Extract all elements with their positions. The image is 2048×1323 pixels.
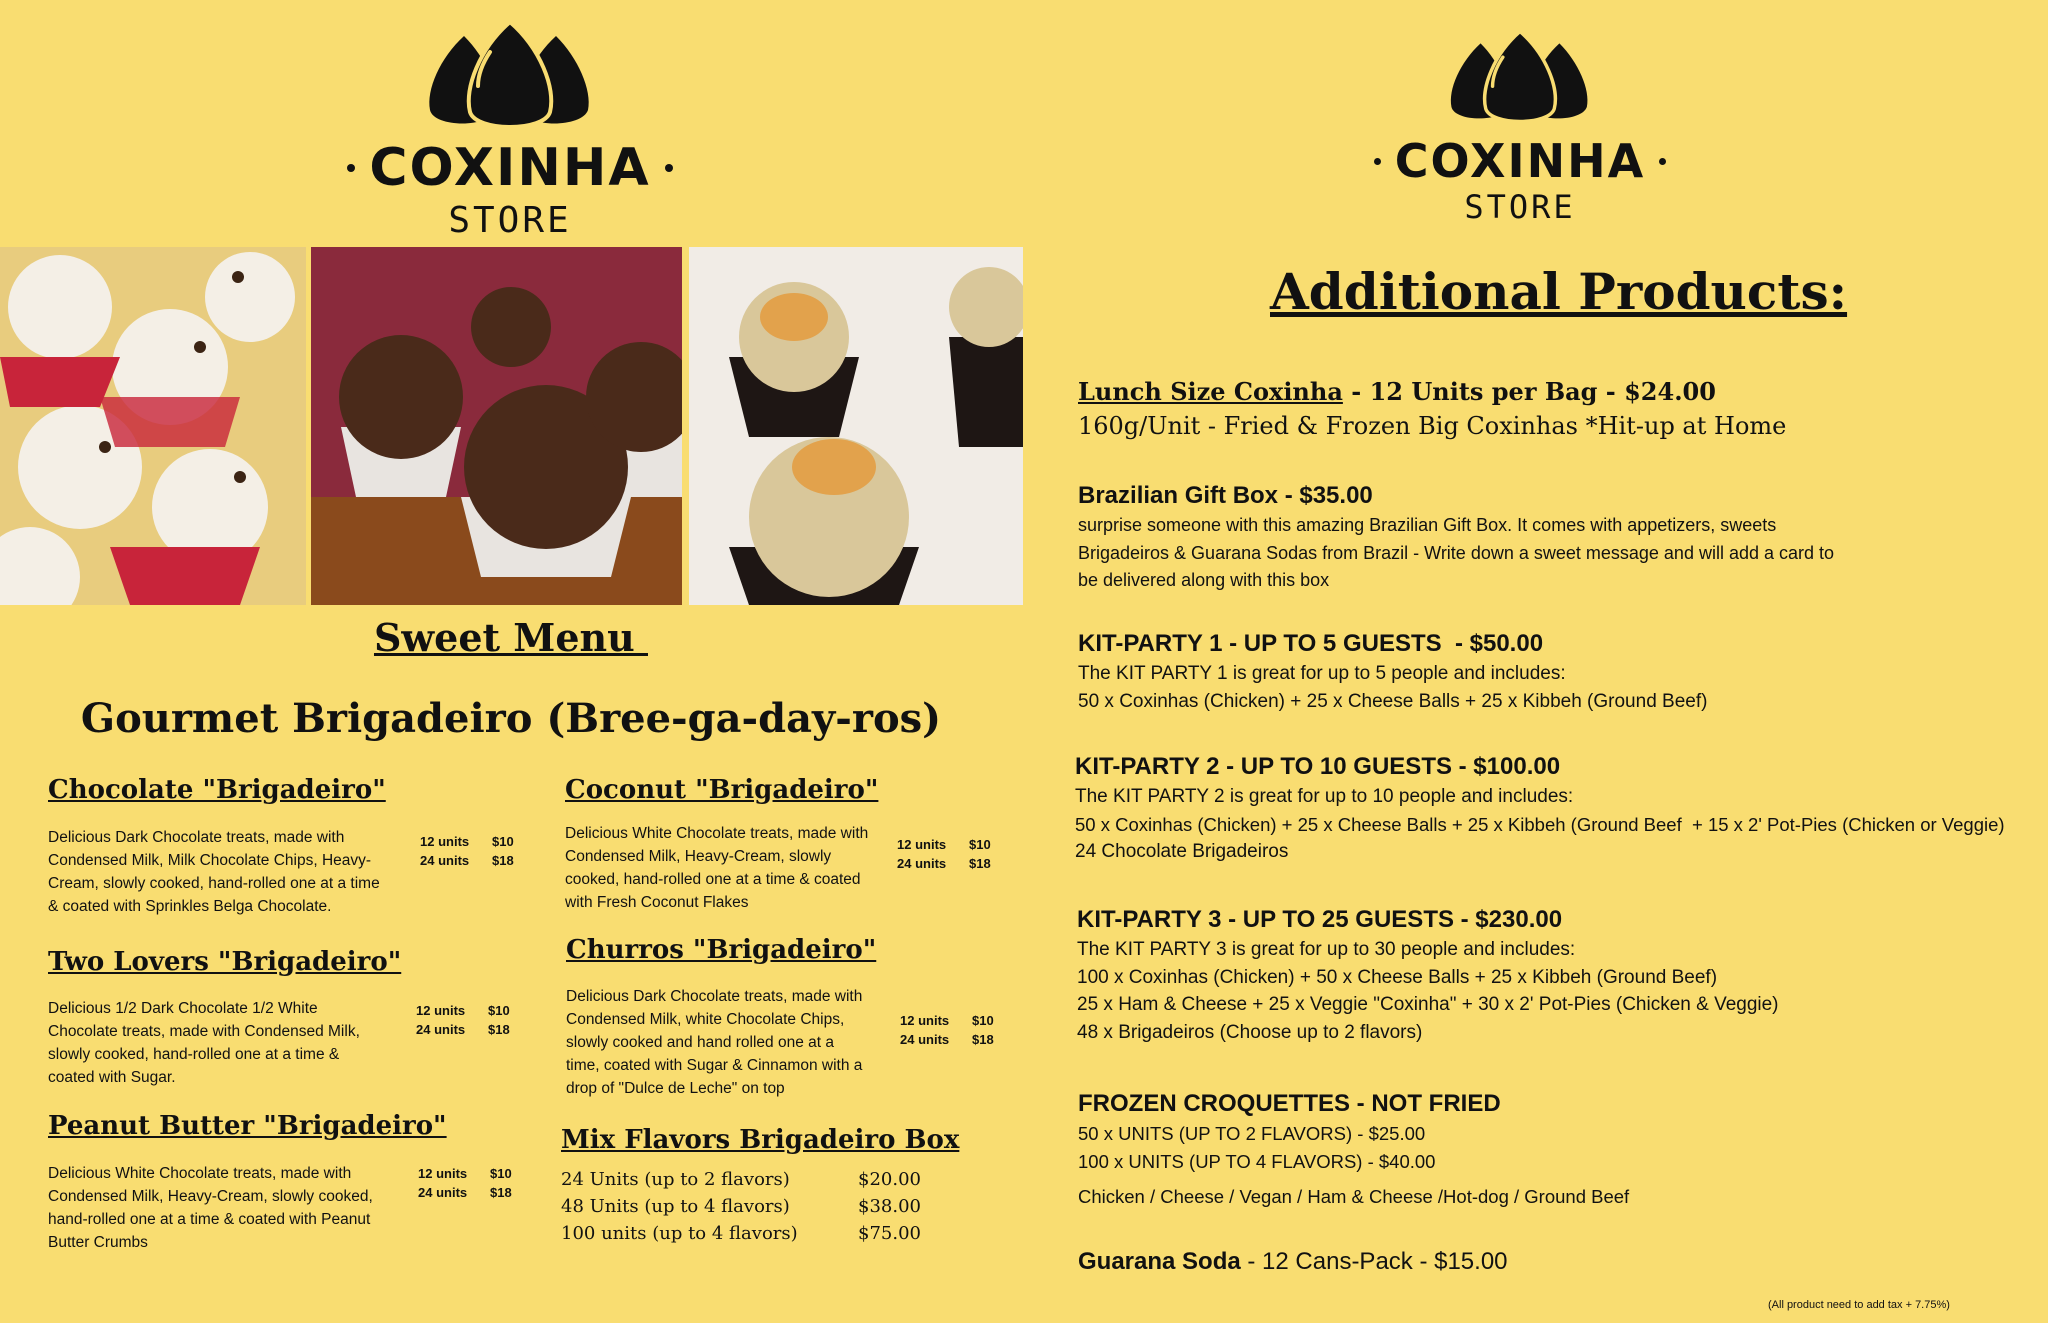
kit1-line: 50 x Coxinhas (Chicken) + 25 x Cheese Balls + 25 x Kibbeh (Ground Beef): [1078, 690, 1708, 712]
price-units: 12 units: [420, 834, 470, 849]
item-desc: Delicious 1/2 Dark Chocolate 1/2 White Chocolate treats, made with Condensed Milk, slowly cooked, hand-rolled one at a time & coated with Sugar.: [48, 1000, 360, 1086]
item-prices: [897, 835, 991, 873]
lunch-coxinha: [1078, 377, 1786, 440]
item-prices: [416, 1001, 510, 1039]
price-units: 12 units: [897, 837, 947, 852]
frozen-line: 100 x UNITS (UP TO 4 FLAVORS) - $40.00: [1078, 1150, 1436, 1172]
price-units: 24 units: [416, 1022, 466, 1037]
guarana-soda: [1078, 1248, 1508, 1276]
price-value: $10: [972, 1013, 994, 1028]
brand-sub: STORE: [1464, 188, 1576, 226]
gift-line: Brigadeiros & Guarana Sodas from Brazil - Write down a sweet message and will add a card to: [1078, 542, 1835, 563]
photo-doce-de-leite-brigadeiros: [689, 247, 1023, 605]
tax-note: (All product need to add tax + 7.75%): [1768, 1299, 1950, 1311]
item-desc: Delicious White Chocolate treats, made with Condensed Milk, Heavy-Cream, slowly cooked, hand-rolled one at a time & coated with Fresh Coconut Flakes: [565, 825, 869, 911]
price-value: $18: [488, 1022, 510, 1037]
coxinha-logo-icon: [420, 18, 600, 130]
brigadeiro-subtitle: Gourmet Brigadeiro (Bree-ga-day-ros): [80, 695, 942, 742]
price-value: $10: [488, 1003, 510, 1018]
gift-line: be delivered along with this box: [1078, 570, 1330, 590]
mix-row: [561, 1193, 921, 1220]
price-value: $18: [492, 853, 514, 868]
item-title: Churros "Brigadeiro": [566, 935, 877, 965]
mix-row: [561, 1166, 921, 1193]
kit3-line: 100 x Coxinhas (Chicken) + 50 x Cheese Balls + 25 x Kibbeh (Ground Beef): [1077, 966, 1718, 988]
kit2-title: KIT-PARTY 2 - UP TO 10 GUESTS - $100.00: [1075, 753, 1561, 780]
price-units: 24 units: [897, 856, 947, 871]
mix-row-price: $38.00: [858, 1196, 921, 1217]
kit-party-2: [1075, 753, 2045, 866]
kit3-line: The KIT PARTY 3 is great for up to 30 people and includes:: [1077, 939, 1576, 960]
mix-row: [561, 1220, 921, 1247]
lunch-rest: - 12 Units per Bag - $24.00: [1342, 377, 1716, 406]
mix-row-label: 24 Units (up to 2 flavors): [561, 1169, 790, 1190]
item-prices: [418, 1164, 512, 1202]
mix-row-label: 100 units (up to 4 flavors): [561, 1223, 798, 1244]
kit-party-1: [1078, 630, 2018, 715]
additional-products-title: Additional Products:: [1270, 262, 1848, 321]
mix-row-price: $75.00: [858, 1223, 921, 1244]
item-desc: Delicious Dark Chocolate treats, made with Condensed Milk, Milk Chocolate Chips, Heavy-Cream, slowly cooked, hand-rolled one at a time & coated with Sprinkles Belga Chocolate.: [48, 829, 380, 915]
kit1-title: KIT-PARTY 1 - UP TO 5 GUESTS - $50.00: [1078, 630, 1544, 657]
sweet-menu-title: Sweet Menu: [373, 615, 648, 660]
brand-sub: STORE: [448, 200, 572, 241]
kit3-line: 25 x Ham & Cheese + 25 x Veggie "Coxinha" + 30 x 2' Pot-Pies (Chicken & Veggie): [1077, 994, 1779, 1015]
coxinha-logo-icon: [1440, 28, 1600, 124]
lunch-detail: 160g/Unit - Fried & Frozen Big Coxinhas *Hit-up at Home: [1078, 412, 1787, 440]
photo-coconut-brigadeiros: [0, 247, 306, 605]
kit-party-3: [1077, 906, 2017, 1046]
price-units: 12 units: [416, 1003, 466, 1018]
item-title: Coconut "Brigadeiro": [565, 775, 879, 805]
kit2-line: The KIT PARTY 2 is great for up to 10 people and includes:: [1075, 786, 1574, 807]
mix-row-label: 48 Units (up to 4 flavors): [561, 1196, 790, 1217]
item-desc: Delicious White Chocolate treats, made with Condensed Milk, Heavy-Cream, slowly cooked, hand-rolled one at a time & coated with Peanut Butter Crumbs: [48, 1165, 373, 1251]
gift-box: [1078, 482, 1978, 595]
lunch-name: Lunch Size Coxinha: [1078, 377, 1343, 406]
frozen-croquettes: [1078, 1090, 2018, 1211]
price-units: 24 units: [418, 1185, 468, 1200]
soda-name: Guarana Soda: [1078, 1248, 1241, 1275]
kit1-line: The KIT PARTY 1 is great for up to 5 people and includes:: [1078, 663, 1566, 684]
brand-name: COXINHA: [369, 138, 651, 198]
price-units: 12 units: [418, 1166, 468, 1181]
item-title: Peanut Butter "Brigadeiro": [48, 1111, 447, 1141]
kit2-line: 50 x Coxinhas (Chicken) + 25 x Cheese Balls + 25 x Kibbeh (Ground Beef + 15 x 2' Pot-Pies (Chicken or Veggie): [1075, 813, 2005, 835]
logo-right: [1340, 28, 1700, 226]
frozen-title: FROZEN CROQUETTES - NOT FRIED: [1078, 1090, 1501, 1117]
mix-row-price: $20.00: [858, 1169, 921, 1190]
photo-chocolate-brigadeiros: [311, 247, 682, 605]
mix-box-title: Mix Flavors Brigadeiro Box: [561, 1125, 960, 1155]
soda-rest: - 12 Cans-Pack - $15.00: [1240, 1248, 1508, 1275]
frozen-flavors: Chicken / Cheese / Vegan / Ham & Cheese /Hot-dog / Ground Beef: [1078, 1186, 1630, 1207]
item-desc: Delicious Dark Chocolate treats, made with Condensed Milk, white Chocolate Chips, slowly cooked and hand rolled one at a time, coated with Sugar & Cinnamon with a drop of "Dulce de Leche" on top: [566, 988, 863, 1097]
price-value: $18: [490, 1185, 512, 1200]
price-value: $18: [972, 1032, 994, 1047]
price-value: $10: [492, 834, 514, 849]
item-title: Two Lovers "Brigadeiro": [48, 947, 402, 977]
brand-name: COXINHA: [1394, 134, 1646, 188]
price-value: $18: [969, 856, 991, 871]
kit3-title: KIT-PARTY 3 - UP TO 25 GUESTS - $230.00: [1077, 906, 1563, 933]
item-prices: [900, 1011, 994, 1049]
price-units: 24 units: [900, 1032, 950, 1047]
item-title: Chocolate "Brigadeiro": [48, 775, 386, 805]
price-units: 12 units: [900, 1013, 950, 1028]
price-value: $10: [490, 1166, 512, 1181]
mix-box-rows: [561, 1166, 921, 1247]
gift-title: Brazilian Gift Box - $35.00: [1078, 482, 1373, 509]
kit3-line: 48 x Brigadeiros (Choose up to 2 flavors): [1077, 1021, 1423, 1043]
price-units: 24 units: [420, 853, 470, 868]
price-value: $10: [969, 837, 991, 852]
frozen-line: 50 x UNITS (UP TO 2 FLAVORS) - $25.00: [1078, 1123, 1426, 1144]
logo-left: [330, 18, 690, 241]
gift-line: surprise someone with this amazing Brazilian Gift Box. It comes with appetizers, sweets: [1078, 515, 1777, 535]
kit2-line: 24 Chocolate Brigadeiros: [1075, 841, 1289, 862]
item-prices: [420, 832, 514, 870]
